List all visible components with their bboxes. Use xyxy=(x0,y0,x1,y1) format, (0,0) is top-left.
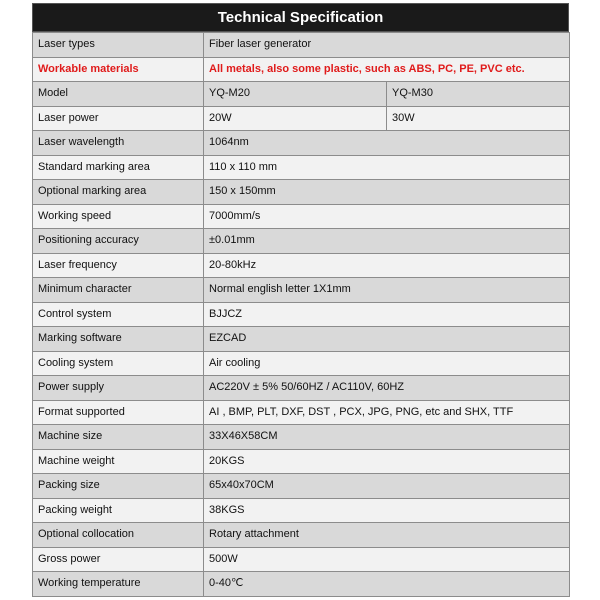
spec-row xyxy=(33,204,570,229)
spec-row xyxy=(33,425,570,450)
spec-label: Positioning accuracy xyxy=(33,229,204,254)
spec-value: 500W xyxy=(204,547,570,572)
spec-label: Marking software xyxy=(33,327,204,352)
spec-value: Rotary attachment xyxy=(204,523,570,548)
spec-label: Model xyxy=(33,82,204,107)
spec-value: 20KGS xyxy=(204,449,570,474)
spec-label: Workable materials xyxy=(33,57,204,82)
spec-value: 1064nm xyxy=(204,131,570,156)
spec-label: Machine size xyxy=(33,425,204,450)
spec-value: EZCAD xyxy=(204,327,570,352)
spec-row xyxy=(33,131,570,156)
spec-row xyxy=(33,82,570,107)
spec-label: Gross power xyxy=(33,547,204,572)
spec-row xyxy=(33,57,570,82)
spec-row xyxy=(33,106,570,131)
spec-value: AI , BMP, PLT, DXF, DST , PCX, JPG, PNG, etc and SHX, TTF xyxy=(204,400,570,425)
spec-row xyxy=(33,180,570,205)
spec-row xyxy=(33,449,570,474)
spec-label: Working temperature xyxy=(33,572,204,597)
spec-value: BJJCZ xyxy=(204,302,570,327)
spec-row xyxy=(33,400,570,425)
spec-label: Cooling system xyxy=(33,351,204,376)
spec-label: Power supply xyxy=(33,376,204,401)
spec-value: 150 x 150mm xyxy=(204,180,570,205)
spec-value: 0-40℃ xyxy=(204,572,570,597)
spec-row xyxy=(33,351,570,376)
spec-value: 38KGS xyxy=(204,498,570,523)
spec-value: 20W xyxy=(204,106,387,131)
spec-table xyxy=(32,32,570,597)
spec-value: Fiber laser generator xyxy=(204,33,570,58)
spec-row xyxy=(33,547,570,572)
spec-value: 33X46X58CM xyxy=(204,425,570,450)
spec-value: YQ-M20 xyxy=(204,82,387,107)
spec-value: ±0.01mm xyxy=(204,229,570,254)
spec-value: 65x40x70CM xyxy=(204,474,570,499)
spec-label: Laser power xyxy=(33,106,204,131)
spec-value: Air cooling xyxy=(204,351,570,376)
spec-row xyxy=(33,33,570,58)
spec-row xyxy=(33,278,570,303)
spec-row xyxy=(33,523,570,548)
spec-label: Format supported xyxy=(33,400,204,425)
spec-row xyxy=(33,302,570,327)
spec-value: All metals, also some plastic, such as ABS, PC, PE, PVC etc. xyxy=(204,57,570,82)
spec-row xyxy=(33,474,570,499)
spec-label: Laser frequency xyxy=(33,253,204,278)
spec-row xyxy=(33,572,570,597)
spec-label: Packing weight xyxy=(33,498,204,523)
spec-row xyxy=(33,376,570,401)
spec-value: AC220V ± 5% 50/60HZ / AC110V, 60HZ xyxy=(204,376,570,401)
spec-row xyxy=(33,253,570,278)
spec-label: Laser wavelength xyxy=(33,131,204,156)
spec-label: Optional collocation xyxy=(33,523,204,548)
spec-value: 7000mm/s xyxy=(204,204,570,229)
spec-row xyxy=(33,229,570,254)
spec-label: Laser types xyxy=(33,33,204,58)
spec-row xyxy=(33,155,570,180)
spec-value: 30W xyxy=(387,106,570,131)
spec-label: Optional marking area xyxy=(33,180,204,205)
spec-row xyxy=(33,327,570,352)
spec-label: Packing size xyxy=(33,474,204,499)
spec-label: Control system xyxy=(33,302,204,327)
spec-value: Normal english letter 1X1mm xyxy=(204,278,570,303)
spec-label: Machine weight xyxy=(33,449,204,474)
spec-value: YQ-M30 xyxy=(387,82,570,107)
spec-label: Standard marking area xyxy=(33,155,204,180)
spec-label: Minimum character xyxy=(33,278,204,303)
spec-label: Working speed xyxy=(33,204,204,229)
spec-row xyxy=(33,498,570,523)
spec-title: Technical Specification xyxy=(32,3,569,32)
spec-value: 20-80kHz xyxy=(204,253,570,278)
spec-value: 110 x 110 mm xyxy=(204,155,570,180)
spec-sheet xyxy=(32,3,569,597)
